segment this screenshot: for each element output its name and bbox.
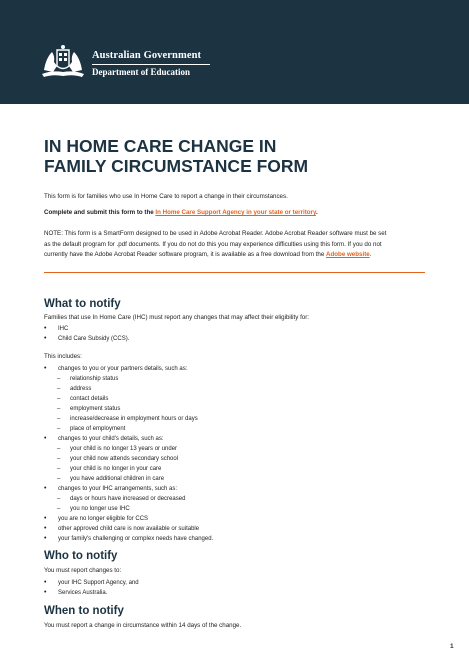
sub-list-item: – contact details (44, 394, 434, 404)
adobe-website-link[interactable]: Adobe website (326, 251, 370, 258)
changes-list (44, 364, 434, 544)
coat-of-arms-icon (40, 44, 86, 80)
header-banner (0, 0, 469, 104)
who-to-notify-intro: You must report changes to: (44, 567, 122, 574)
when-to-notify-heading: When to notify (44, 605, 124, 617)
section-divider (44, 272, 425, 273)
sub-list-item: – you have additional children in care (44, 474, 434, 484)
sub-list-item: – increase/decrease in employment hours or days (44, 414, 434, 424)
what-to-notify-intro: Families that use In Home Care (IHC) must report any changes that may affect their eligibility for: (44, 314, 310, 321)
when-to-notify-text: You must report a change in circumstance within 14 days of the change. (44, 622, 242, 629)
list-item: • Services Australia. (44, 588, 434, 598)
sub-list-item: – employment status (44, 404, 434, 414)
sub-list-item: – days or hours have increased or decreased (44, 494, 434, 504)
submit-instruction: Complete and submit this form to the In Home Care Support Agency in your state or territory. (44, 209, 318, 216)
eligibility-list (44, 324, 434, 344)
page-number: 1 (450, 643, 454, 650)
sub-list-item: – you no longer use IHC (44, 504, 434, 514)
list-item: • changes to your child's details, such as: (44, 434, 434, 444)
form-title-line-1: IN HOME CARE CHANGE IN (44, 136, 277, 156)
who-to-notify-heading: Who to notify (44, 550, 118, 562)
sub-list-item: – your child is no longer in your care (44, 464, 434, 474)
list-item: • your family's challenging or complex needs have changed. (44, 534, 434, 544)
list-item: • other approved child care is now available or suitable (44, 524, 434, 534)
what-to-notify-heading: What to notify (44, 298, 121, 310)
sub-list-item: – place of employment (44, 424, 434, 434)
intro-text: This form is for families who use In Home Care to report a change in their circumstances. (44, 193, 288, 200)
list-item: • changes to you or your partners details, such as: (44, 364, 434, 374)
sub-list-item: – your child now attends secondary school (44, 454, 434, 464)
department-name: Department of Education (92, 67, 190, 77)
list-item: • IHC (44, 324, 434, 334)
form-title (44, 136, 384, 176)
list-item: • changes to your IHC arrangements, such as: (44, 484, 434, 494)
sub-list-item: – address (44, 384, 434, 394)
who-list (44, 578, 434, 598)
includes-label: This includes: (44, 353, 82, 360)
sub-list-item: – relationship status (44, 374, 434, 384)
list-item: • Child Care Subsidy (CCS). (44, 334, 434, 344)
list-item: • you are no longer eligible for CCS (44, 514, 434, 524)
form-title-line-2: FAMILY CIRCUMSTANCE FORM (44, 156, 309, 176)
sub-list-item: – your child is no longer 13 years or under (44, 444, 434, 454)
header-divider (92, 64, 210, 65)
government-name: Australian Government (92, 50, 202, 61)
smartform-note: NOTE: This form is a SmartForm designed to be used in Adobe Acrobat Reader. Adobe Acrobat Reader software must be set as the default program for .pdf documents. If you do not do this you may experience difficulties using this form. If you do not currently have the Adobe Acrobat Reader software program, it is available as a free download from the Adobe website. (44, 230, 387, 258)
list-item: • your IHC Support Agency, and (44, 578, 434, 588)
support-agency-link[interactable]: In Home Care Support Agency in your state or territory (155, 209, 316, 216)
